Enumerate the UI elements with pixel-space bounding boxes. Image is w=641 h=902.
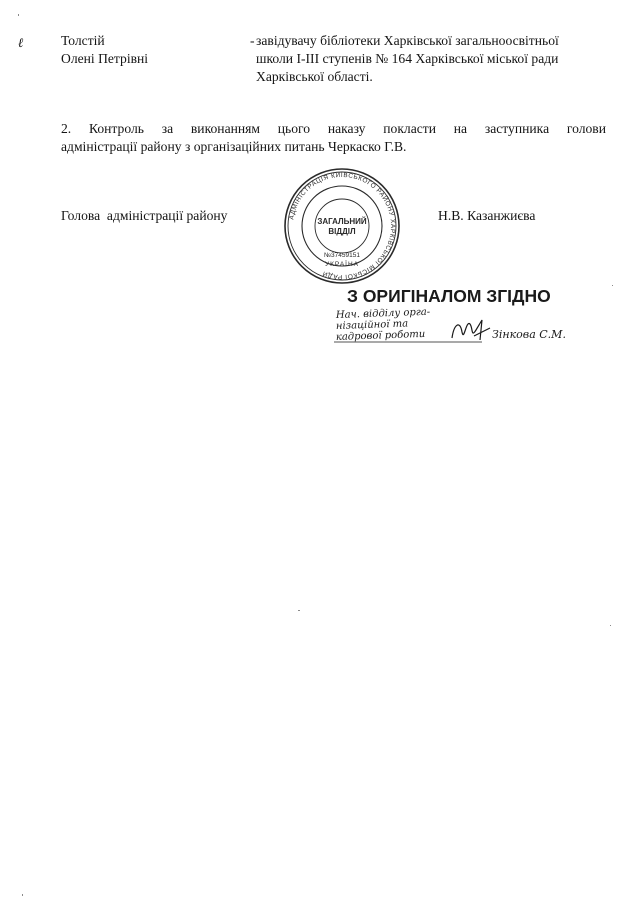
recipient-position-line-3: Харківської області. <box>256 69 373 84</box>
scan-speck <box>610 625 611 626</box>
copy-stamp-title: З ОРИГІНАЛОМ ЗГІДНО <box>347 286 551 306</box>
handwritten-signature <box>452 320 490 340</box>
recipient-surname: Толстій <box>61 33 105 48</box>
signatory-name: Н.В. Казанжиєва <box>438 208 536 223</box>
scan-speck <box>18 14 19 16</box>
round-official-stamp <box>282 166 402 286</box>
copy-stamp-handwriting-line-3: кадрової роботи <box>335 328 426 343</box>
margin-mark: ℓ <box>18 35 24 50</box>
certified-copy-stamp <box>332 280 592 360</box>
copy-stamp-handwriting-line-1: Нач. відділу орга- <box>335 306 431 321</box>
recipient-position-line-1: завідувачу бібліотеки Харківської загальноосвітньої <box>256 33 559 48</box>
recipient-given-names: Олені Петрівні <box>61 51 149 66</box>
round-stamp-center-line-1: ЗАГАЛЬНИЙ <box>317 217 367 226</box>
recipient-dash: - <box>250 33 255 48</box>
scan-speck <box>612 285 613 286</box>
scan-speck <box>22 894 23 896</box>
copy-stamp-handwritten-name: Зінкова С.М. <box>492 328 566 341</box>
round-stamp-country: УКРАЇНА <box>325 261 359 268</box>
clause-2-line-1: 2. Контроль за виконанням цього наказу покласти на заступника голови <box>61 121 606 136</box>
round-stamp-center-line-2: ВІДДІЛ <box>328 227 356 236</box>
clause-2-line-2: адміністрації району з організаційних питань Черкаско Г.В. <box>61 139 407 154</box>
recipient-position-line-2: школи І-ІІІ ступенів № 164 Харківської міської ради <box>256 51 559 66</box>
round-stamp-outer-text: АДМІНІСТРАЦІЯ КИЇВСЬКОГО РАЙОНУ ХАРКІВСЬКОЇ МІСЬКОЇ РАДИ <box>288 171 397 281</box>
scan-speck <box>298 610 300 611</box>
round-stamp-code: №37459151 <box>324 252 360 259</box>
copy-stamp-handwriting-line-2: нізаційної та <box>335 318 409 332</box>
signatory-position: Голова адміністрації району <box>61 208 228 223</box>
